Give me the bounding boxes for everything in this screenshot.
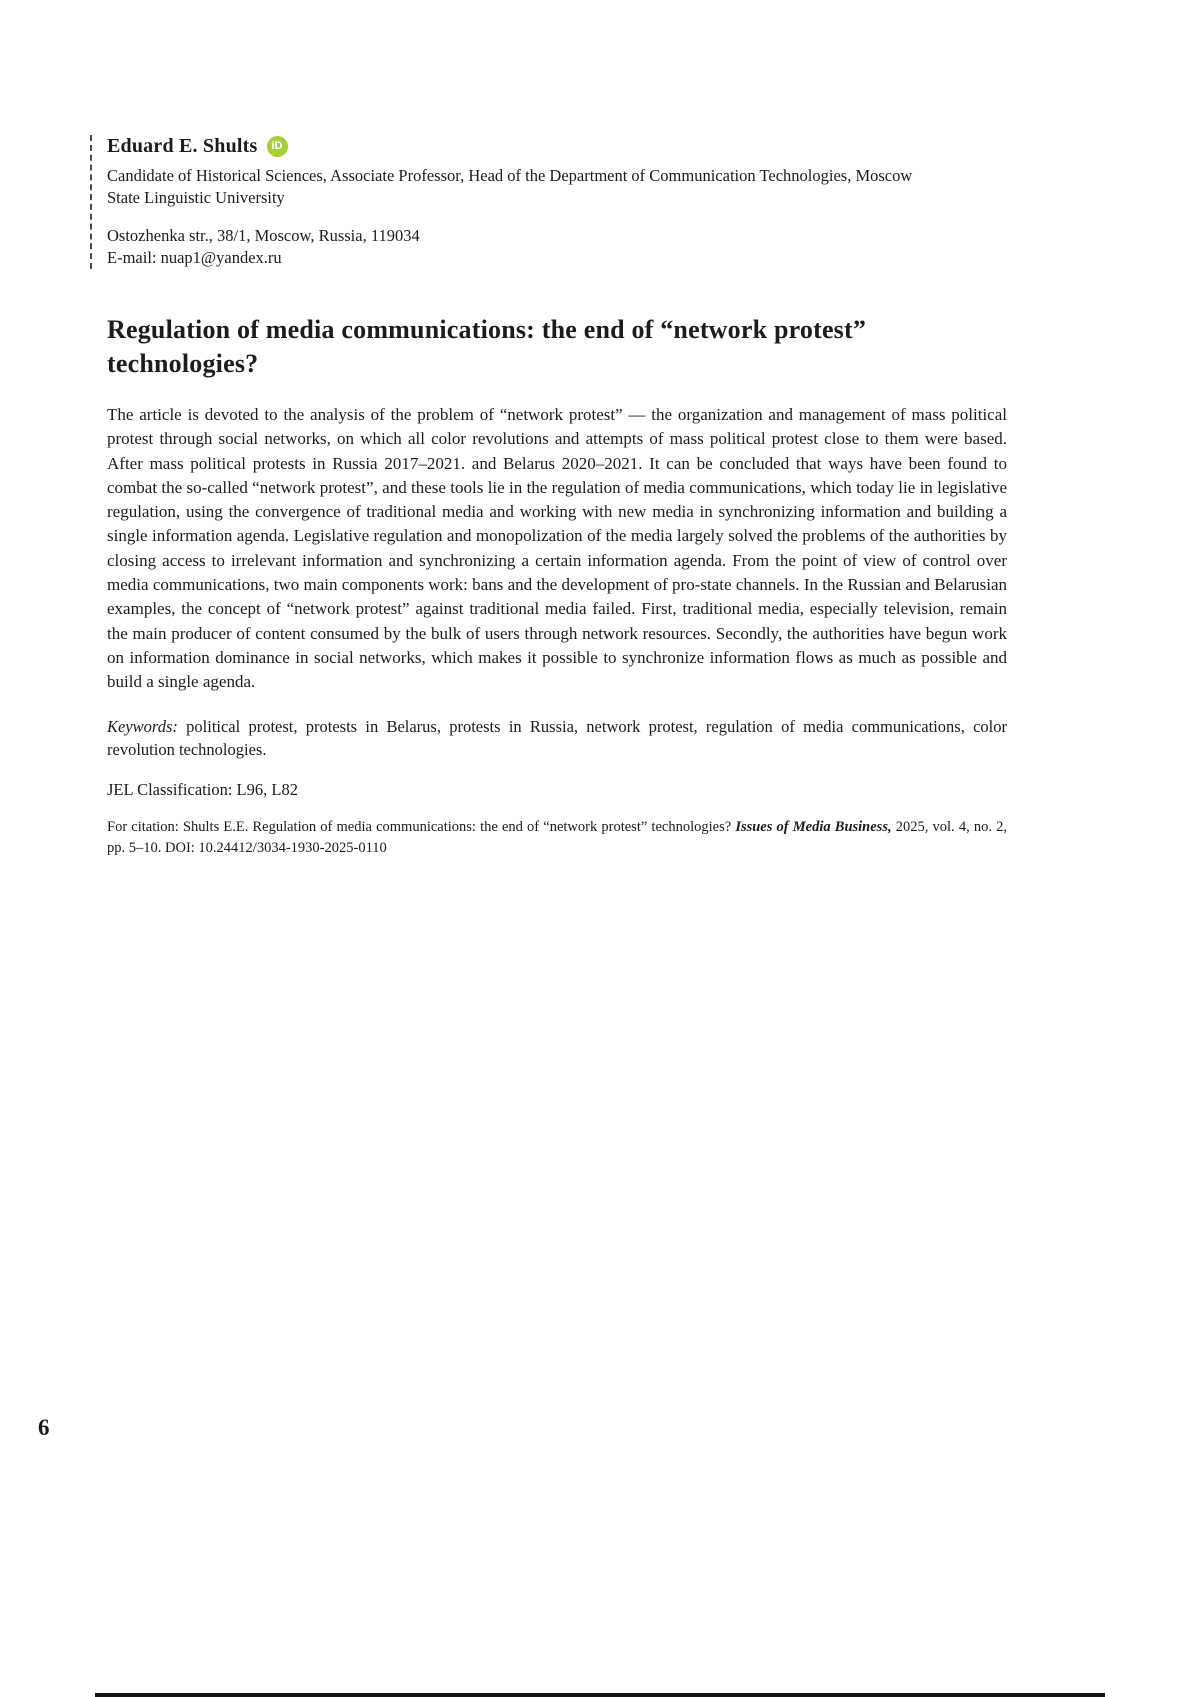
keywords-text: political protest, protests in Belarus, protests in Russia, network protest, regulation of media communications, color revolution technologies. [107, 716, 1007, 759]
citation-journal-name: Issues of Media Business, [735, 818, 892, 835]
citation-prefix: For citation: Shults E.E. Regulation of media communications: the end of “network protest” technologies? [107, 818, 736, 835]
author-address: Ostozhenka str., 38/1, Moscow, Russia, 119034 [107, 226, 420, 245]
article-title: Regulation of media communications: the end of “network protest” technologies? [107, 315, 867, 378]
keywords-label: Keywords: [107, 716, 178, 736]
citation-paragraph [107, 817, 1007, 859]
abstract-paragraph: The article is devoted to the analysis of the problem of “network protest” — the organization and management of mass political protest through social networks, on which all color revolutions and attempts of mass political protest close to them were based. After mass political protests in Russia 2017–2021. and Belarus 2020–2021. It can be concluded that ways have been found to combat the so-called “network protest”, and these tools lie in the regulation of media communications, which today lie in legislative regulation, using the convergence of traditional media and working with new media in synchronizing information and building a single information agenda. Legislative regulation and monopolization of the media largely solved the problems of the authorities by closing access to irrelevant information and synchronizing a certain information agenda. From the point of view of control over media communications, two main components work: bans and the development of pro-state channels. In the Russian and Belarusian examples, the concept of “network protest” against traditional media failed. First, traditional media, especially television, remain the main producer of content consumed by the bulk of users through network resources. Secondly, the authorities have begun work on information dominance in social networks, which makes it possible to synchronize information flows as much as possible and build a single agenda. [107, 405, 1007, 692]
author-name: Eduard E. Shults [107, 135, 258, 157]
author-affiliation: Candidate of Historical Sciences, Associate Professor, Head of the Department of Communication Technologies, Moscow State Linguistic University [107, 166, 913, 207]
keywords-paragraph [107, 715, 1007, 761]
jel-classification: JEL Classification: L96, L82 [107, 779, 298, 799]
page-number: 6 [38, 1415, 50, 1440]
page-content [107, 135, 1007, 859]
author-contact [107, 225, 1007, 269]
page-bottom-edge [95, 1693, 1105, 1697]
author-name-row [107, 135, 1007, 158]
citation-suffix: 2025, vol. 4, no. 2, pp. 5–10. DOI: 10.24412/3034-1930-2025-0110 [107, 818, 1008, 856]
author-email: E-mail: nuap1@yandex.ru [107, 248, 282, 267]
author-block [90, 135, 1007, 269]
orcid-icon[interactable]: iD [267, 136, 288, 157]
